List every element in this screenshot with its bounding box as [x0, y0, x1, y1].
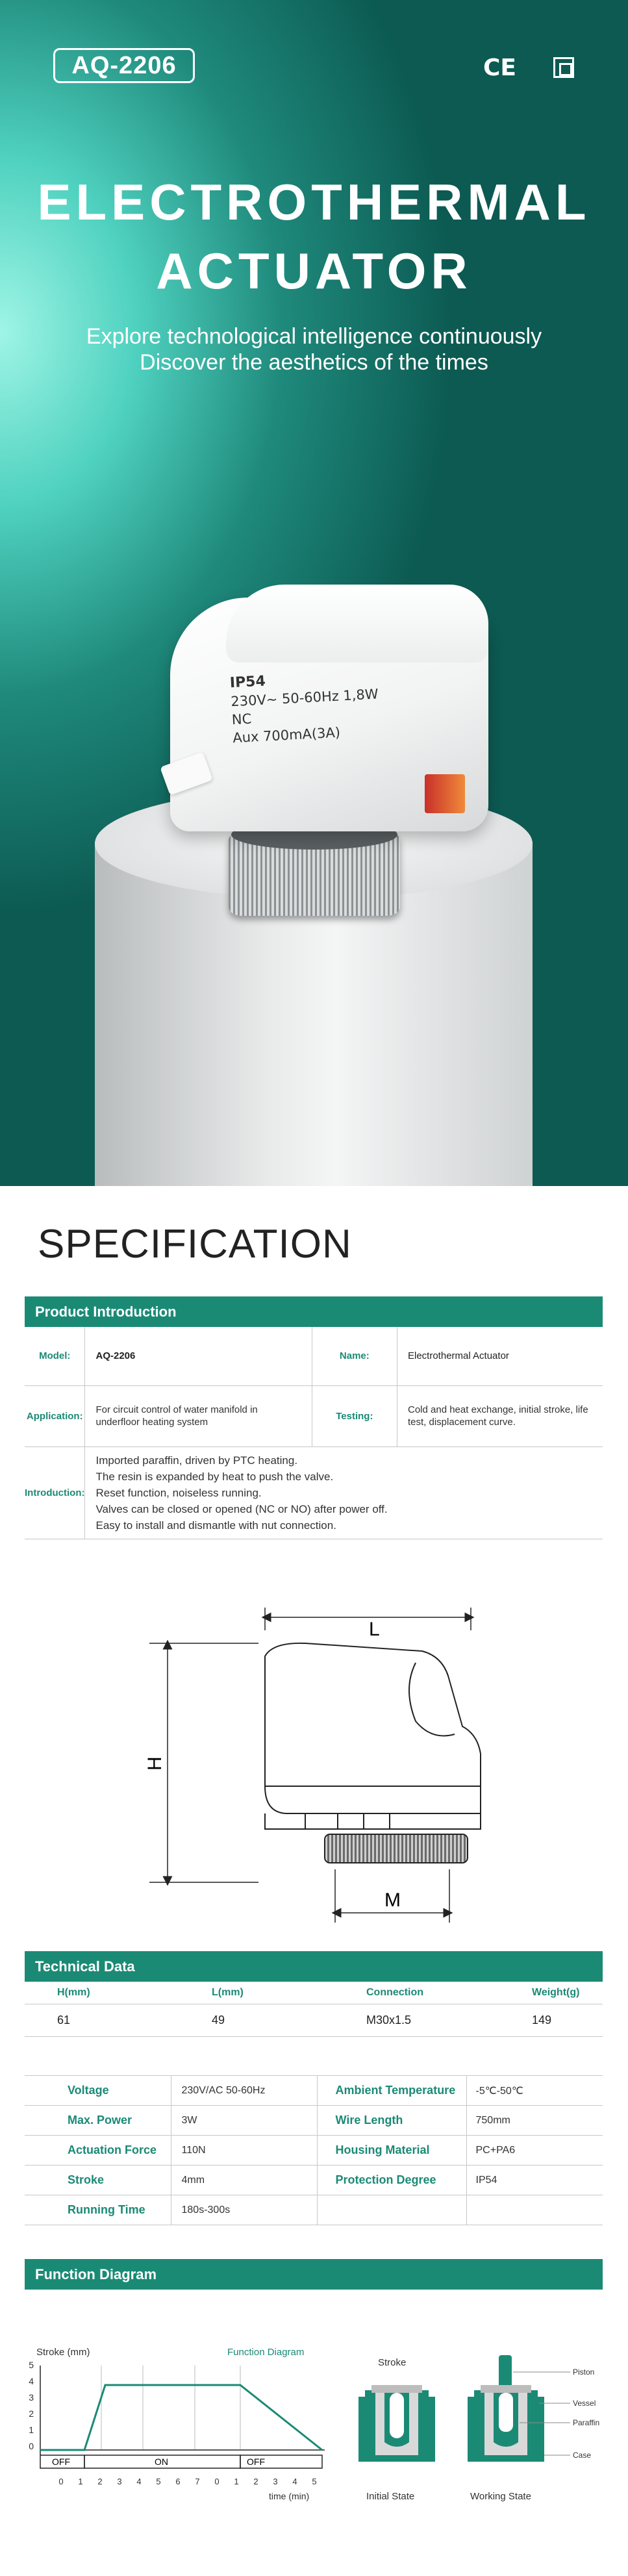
label-nc: NC — [231, 711, 252, 728]
table-row — [25, 1446, 603, 1539]
hero-subtitle-line2: Discover the aesthetics of the times — [140, 350, 488, 375]
testing-label: Testing: — [312, 1385, 397, 1446]
state-band — [40, 2455, 322, 2468]
intro-line: Valves can be closed or opened (NC or NO) after power off. — [95, 1502, 388, 1515]
x-tick: 0 — [58, 2477, 64, 2486]
param-label: Actuation Force — [25, 2136, 171, 2166]
part-case: Case — [573, 2451, 592, 2460]
x-tick: 2 — [253, 2477, 258, 2486]
dim-h-label: H — [144, 1756, 166, 1771]
label-ip: IP54 — [229, 673, 266, 692]
param-label: Ambient Temperature — [317, 2076, 466, 2106]
product-intro-header: Product Introduction — [25, 1296, 603, 1327]
x-tick: 4 — [136, 2477, 142, 2486]
hero-title-line1: ELECTROTHERMAL — [37, 173, 591, 231]
param-label: Voltage — [25, 2076, 171, 2106]
model-label: Model: — [25, 1327, 85, 1385]
param-value: 3W — [171, 2106, 317, 2136]
part-labels — [573, 2368, 599, 2460]
state-on: ON — [155, 2456, 168, 2467]
param-value: 4mm — [171, 2166, 317, 2195]
working-state-illustration — [468, 2355, 544, 2462]
ce-mark-icon: CE — [483, 55, 517, 81]
intro-line: The resin is expanded by heat to push the valve. — [95, 1470, 334, 1483]
y-tick: 0 — [29, 2441, 34, 2451]
product-intro-table — [25, 1327, 603, 1539]
table-row — [25, 2195, 603, 2225]
technical-params-table — [25, 2075, 603, 2225]
cell-weight: 149 — [499, 2004, 603, 2037]
param-value: PC+PA6 — [466, 2136, 603, 2166]
time-axis-label: time (min) — [269, 2491, 310, 2501]
y-tick: 2 — [29, 2408, 34, 2419]
dim-m-label: M — [384, 1889, 401, 1911]
x-tick: 5 — [156, 2477, 161, 2486]
stroke-label: Stroke — [378, 2357, 407, 2368]
col-weight: Weight(g) — [499, 1982, 603, 2004]
chart-title: Function Diagram — [227, 2347, 305, 2358]
application-text: For circuit control of water manifold in underfloor heating system — [95, 1404, 258, 1428]
x-tick: 1 — [78, 2477, 83, 2486]
x-tick: 7 — [195, 2477, 200, 2486]
model-badge: AQ-2206 — [53, 48, 195, 83]
intro-line: Imported paraffin, driven by PTC heating. — [95, 1454, 298, 1467]
dimension-drawing — [0, 1572, 628, 1936]
part-piston: Piston — [573, 2368, 595, 2377]
application-label: Application: — [25, 1385, 85, 1446]
label-power: 230V~ 50-60Hz 1,8W — [230, 686, 379, 710]
table-row — [25, 1327, 603, 1385]
y-tick: 3 — [29, 2392, 34, 2403]
function-diagram — [0, 2325, 628, 2576]
technical-dimensions-table — [25, 1982, 603, 2037]
param-label: Housing Material — [317, 2136, 466, 2166]
hero-subtitle-line1: Explore technological intelligence continuously — [86, 324, 542, 349]
cell-h: 61 — [25, 2004, 179, 2037]
testing-value — [397, 1385, 603, 1446]
label-aux: Aux 700mA(3A) — [232, 724, 341, 746]
param-label: Max. Power — [25, 2106, 171, 2136]
param-value: 180s-300s — [171, 2195, 317, 2225]
param-label: Stroke — [25, 2166, 171, 2195]
technical-data-header: Technical Data — [25, 1951, 603, 1982]
table-row — [25, 1385, 603, 1446]
actuator-cap — [226, 585, 488, 663]
x-tick: 3 — [117, 2477, 122, 2486]
function-diagram-header: Function Diagram — [25, 2259, 603, 2290]
actuator-indicator-window — [425, 774, 465, 813]
double-insulation-icon — [553, 57, 574, 78]
cell-connection: M30x1.5 — [334, 2004, 499, 2037]
working-state-label: Working State — [470, 2491, 531, 2502]
y-tick: 1 — [29, 2425, 34, 2435]
name-label: Name: — [312, 1327, 397, 1385]
param-value: 230V/AC 50-60Hz — [171, 2076, 317, 2106]
cell-l: 49 — [179, 2004, 334, 2037]
name-value: Electrothermal Actuator — [397, 1327, 603, 1385]
x-tick: 2 — [97, 2477, 103, 2486]
testing-text: Cold and heat exchange, initial stroke, life test, displacement curve. — [408, 1404, 588, 1428]
introduction-value — [85, 1446, 603, 1539]
introduction-label: Introduction: — [25, 1446, 85, 1539]
application-value — [85, 1385, 312, 1446]
table-row — [25, 2004, 603, 2037]
x-tick: 4 — [292, 2477, 297, 2486]
x-tick: 1 — [234, 2477, 239, 2486]
hero-banner — [0, 0, 628, 1186]
actuator-label — [229, 666, 389, 747]
specification-title: SPECIFICATION — [38, 1222, 352, 1267]
col-l: L(mm) — [179, 1982, 334, 2004]
param-value: 750mm — [466, 2106, 603, 2136]
param-label: Protection Degree — [317, 2166, 466, 2195]
table-header-row — [25, 1982, 603, 2004]
intro-line: Reset function, noiseless running. — [95, 1486, 262, 1499]
x-tick: 5 — [312, 2477, 317, 2486]
param-value — [466, 2195, 603, 2225]
table-row — [25, 2106, 603, 2136]
grid-lines — [101, 2366, 240, 2450]
param-label: Running Time — [25, 2195, 171, 2225]
dim-l-label: L — [369, 1619, 380, 1640]
initial-state-label: Initial State — [366, 2491, 415, 2502]
initial-state-illustration — [358, 2385, 435, 2462]
y-tick: 5 — [29, 2360, 34, 2370]
param-label: Wire Length — [317, 2106, 466, 2136]
table-row — [25, 2166, 603, 2195]
intro-line: Easy to install and dismantle with nut connection. — [95, 1519, 336, 1532]
stroke-curve — [40, 2385, 322, 2450]
y-ticks — [29, 2360, 34, 2451]
param-value: IP54 — [466, 2166, 603, 2195]
state-off-1: OFF — [52, 2456, 70, 2467]
state-off-2: OFF — [247, 2456, 265, 2467]
col-h: H(mm) — [25, 1982, 179, 2004]
x-tick: 0 — [214, 2477, 220, 2486]
param-value: -5℃-50℃ — [466, 2076, 603, 2106]
stroke-axis-label: Stroke (mm) — [36, 2347, 90, 2358]
x-ticks — [58, 2477, 316, 2486]
table-row — [25, 2076, 603, 2106]
param-value: 110N — [171, 2136, 317, 2166]
introduction-lines — [95, 1452, 603, 1534]
x-tick: 3 — [273, 2477, 278, 2486]
model-value: AQ-2206 — [85, 1327, 312, 1385]
part-vessel: Vessel — [573, 2399, 596, 2408]
hero-title-line2: ACTUATOR — [156, 242, 472, 299]
y-tick: 4 — [29, 2376, 34, 2386]
part-paraffin: Paraffin — [573, 2418, 600, 2427]
x-tick: 6 — [175, 2477, 181, 2486]
actuator-outline — [265, 1643, 481, 1863]
table-row — [25, 2136, 603, 2166]
param-label — [317, 2195, 466, 2225]
col-connection: Connection — [334, 1982, 499, 2004]
dimension-lines — [149, 1608, 471, 1923]
